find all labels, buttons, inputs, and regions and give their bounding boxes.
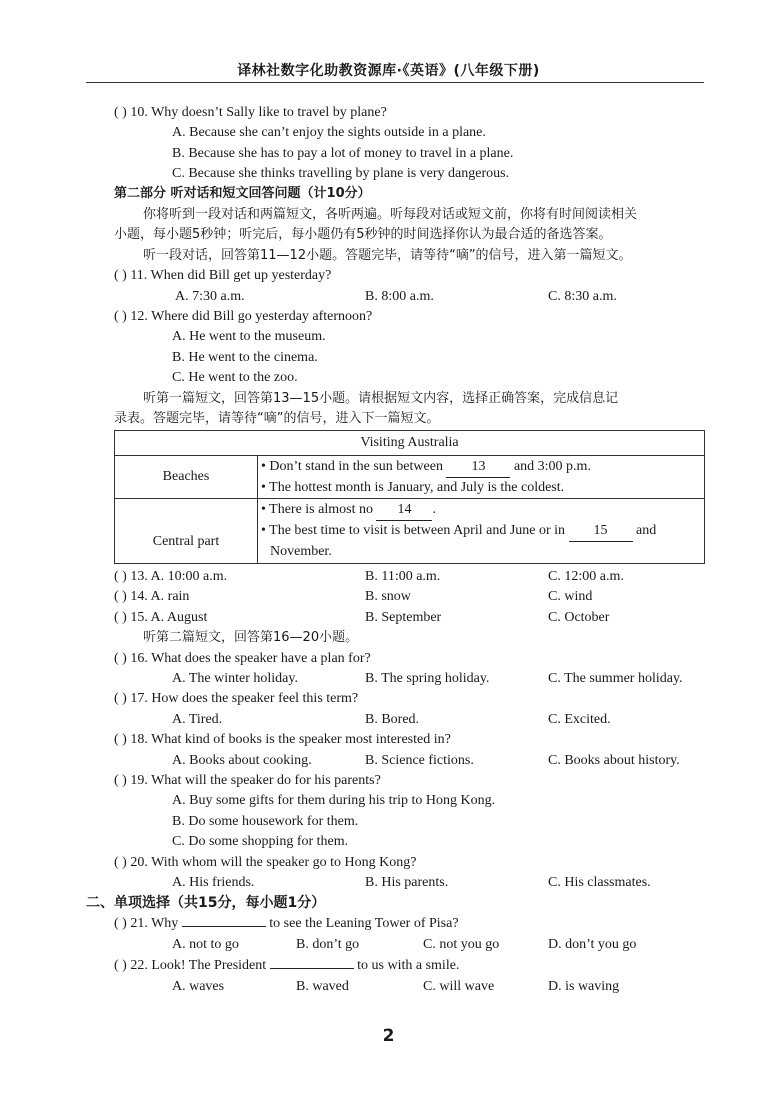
q11-stem: ( ) 11. When did Bill get up yesterday? (114, 268, 332, 283)
q22-option-c: C. will wave (423, 979, 495, 994)
q18-stem: ( ) 18. What kind of books is the speaker most interested in? (114, 732, 451, 747)
passage1-instruction-2: 录表。答题完毕，请等待“嘀”的信号，进入下一篇短文。 (114, 411, 440, 426)
beaches-fact-1-pre: • Don’t stand in the sun between (261, 458, 447, 474)
header-rule (86, 82, 704, 83)
q12-stem: ( ) 12. Where did Bill go yesterday afternoon? (114, 309, 373, 324)
q22-option-a: A. waves (172, 979, 225, 994)
q20-stem: ( ) 20. With whom will the speaker go to Hong Kong? (114, 855, 417, 870)
q10-option-b: B. Because she has to pay a lot of money to travel in a plane. (172, 146, 514, 161)
section2-title: 二、单项选择（共15分，每小题1分） (86, 895, 326, 911)
q21-option-c: C. not you go (423, 937, 500, 952)
part2-title: 第二部分 听对话和短文回答问题（计10分） (114, 186, 371, 201)
q15-option-c: C. October (548, 610, 610, 625)
visiting-australia-table (114, 430, 705, 564)
part2-instruction-1: 你将听到一段对话和两篇短文，各听两遍。听每段对话或短文前，你将有时间阅读相关 (143, 207, 638, 222)
q18-option-a: A. Books about cooking. (172, 753, 312, 768)
q22-blank (270, 968, 354, 969)
q21-stem-post: to see the Leaning Tower of Pisa? (265, 916, 459, 931)
q17-option-a: A. Tired. (172, 712, 223, 727)
q10-option-c: C. Because she thinks travelling by plane is very dangerous. (172, 166, 510, 181)
q21-blank (182, 926, 266, 927)
q11-option-a: A. 7:30 a.m. (175, 289, 245, 304)
part2-instruction-2: 小题，每小题5秒钟；听完后，每小题仍有5秒钟的时间选择你认为最合适的备选答案。 (114, 227, 612, 242)
q17-option-b: B. Bored. (365, 712, 420, 727)
q16-option-c: C. The summer holiday. (548, 671, 683, 686)
blank-14: 14 (376, 500, 432, 521)
q19-option-a: A. Buy some gifts for them during his trip to Hong Kong. (172, 793, 496, 808)
central-fact-2-cont: November. (270, 544, 332, 559)
q20-option-a: A. His friends. (172, 875, 255, 890)
q19-option-c: C. Do some shopping for them. (172, 834, 349, 849)
q14-option-b: B. snow (365, 589, 411, 604)
central-fact-2-pre: • The best time to visit is between April and June or in (261, 523, 569, 538)
q10-stem: ( ) 10. Why doesn’t Sally like to travel by plane? (114, 105, 387, 120)
q12-option-b: B. He went to the cinema. (172, 350, 318, 365)
q11-option-b: B. 8:00 a.m. (365, 289, 434, 304)
table-central-part-label: Central part (115, 499, 258, 564)
table-title: Visiting Australia (115, 431, 705, 456)
passage1-instruction-1: 听第一篇短文，回答第13—15小题。请根据短文内容，选择正确答案，完成信息记 (143, 391, 619, 406)
table-beaches-label: Beaches (115, 456, 258, 499)
q16-stem: ( ) 16. What does the speaker have a plan for? (114, 651, 371, 666)
blank-13: 13 (446, 457, 510, 478)
q16-option-a: A. The winter holiday. (172, 671, 298, 686)
q18-option-b: B. Science fictions. (365, 753, 474, 768)
q14-option-c: C. wind (548, 589, 593, 604)
q17-stem: ( ) 17. How does the speaker feel this term? (114, 691, 359, 706)
page-number: 2 (382, 1026, 395, 1046)
beaches-fact-1 (258, 457, 704, 478)
beaches-fact-2: • The hottest month is January, and July is the coldest. (261, 479, 565, 495)
q20-option-b: B. His parents. (365, 875, 449, 890)
central-fact-1-post: . (432, 502, 436, 517)
table-central-facts (258, 499, 705, 564)
q13-option-c: C. 12:00 a.m. (548, 569, 624, 584)
q19-option-b: B. Do some housework for them. (172, 814, 359, 829)
q12-option-a: A. He went to the museum. (172, 329, 326, 344)
q22-stem-pre: ( ) 22. Look! The President (114, 958, 270, 973)
q21-stem-pre: ( ) 21. Why (114, 916, 182, 931)
central-fact-2 (258, 521, 704, 542)
q12-option-c: C. He went to the zoo. (172, 370, 298, 385)
q15-stem: ( ) 15. A. August (114, 610, 208, 625)
blank-15: 15 (569, 521, 633, 542)
q22-stem (114, 957, 459, 975)
q21-stem (114, 915, 459, 933)
central-fact-1 (258, 500, 704, 521)
q11-option-c: C. 8:30 a.m. (548, 289, 617, 304)
central-fact-2-post: and (632, 523, 657, 538)
q21-option-b: B. don’t go (296, 937, 360, 952)
q21-option-a: A. not to go (172, 937, 239, 952)
table-beaches-facts (258, 456, 705, 499)
passage2-instruction: 听第二篇短文，回答第16—20小题。 (143, 630, 359, 645)
page-header: 译林社数字化助教资源库·《英语》(八年级下册) (237, 63, 540, 79)
q16-option-b: B. The spring holiday. (365, 671, 490, 686)
q13-option-b: B. 11:00 a.m. (365, 569, 441, 584)
q22-option-d: D. is waving (548, 979, 620, 994)
q10-option-a: A. Because she can’t enjoy the sights outside in a plane. (172, 125, 486, 140)
q22-option-b: B. waved (296, 979, 349, 994)
q22-stem-post: to us with a smile. (353, 958, 460, 973)
beaches-fact-1-post: and 3:00 p.m. (510, 458, 591, 474)
q21-option-d: D. don’t you go (548, 937, 637, 952)
q17-option-c: C. Excited. (548, 712, 611, 727)
q18-option-c: C. Books about history. (548, 753, 680, 768)
q13-stem: ( ) 13. A. 10:00 a.m. (114, 569, 228, 584)
q15-option-b: B. September (365, 610, 442, 625)
q19-stem: ( ) 19. What will the speaker do for his parents? (114, 773, 381, 788)
q20-option-c: C. His classmates. (548, 875, 651, 890)
part2-instruction-3: 听一段对话，回答第11—12小题。答题完毕，请等待“嘀”的信号，进入第一篇短文。 (143, 248, 632, 263)
q14-stem: ( ) 14. A. rain (114, 589, 190, 604)
central-fact-1-pre: • There is almost no (261, 502, 377, 517)
